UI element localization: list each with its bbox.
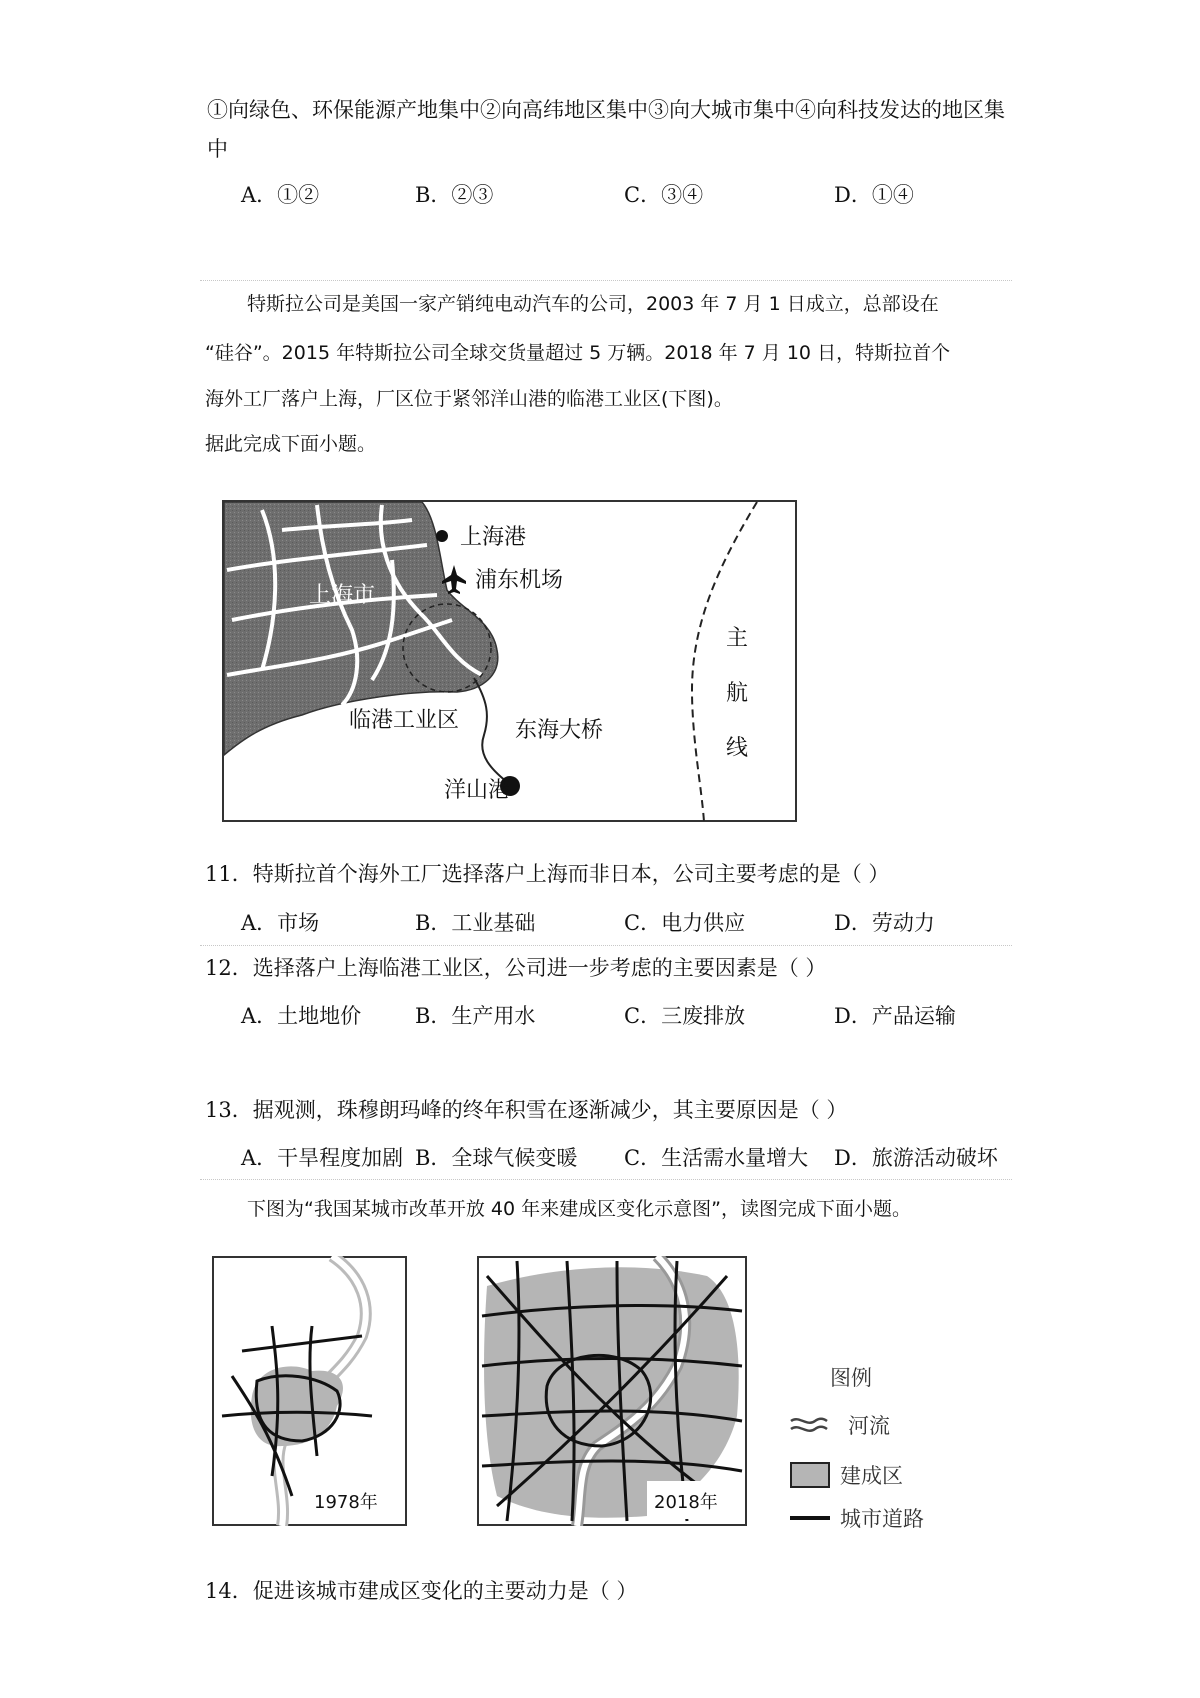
passage1-line3: 海外工厂落户上海，厂区位于紧邻洋山港的临港工业区(下图)。 bbox=[205, 388, 733, 410]
q12-option-a: A．土地地价 bbox=[241, 1004, 362, 1028]
legend-road-label: 城市道路 bbox=[840, 1507, 924, 1531]
city-map-1978 bbox=[212, 1256, 407, 1526]
q14-stem: 14．促进该城市建成区变化的主要动力是（ ） bbox=[205, 1579, 638, 1603]
q11-stem: 11．特斯拉首个海外工厂选择落户上海而非日本，公司主要考虑的是（ ） bbox=[205, 862, 890, 886]
separator bbox=[200, 280, 1012, 281]
year-2018-label: 2018年 bbox=[654, 1492, 718, 1513]
q13-option-d: D．旅游活动破坏 bbox=[834, 1146, 998, 1170]
passage1-line4: 据此完成下面小题。 bbox=[205, 433, 377, 455]
legend-built-label: 建成区 bbox=[840, 1464, 903, 1488]
route-char-2: 航 bbox=[726, 681, 749, 706]
q11-option-c: C．电力供应 bbox=[624, 911, 746, 935]
q13-option-c: C．生活需水量增大 bbox=[624, 1146, 809, 1170]
road-legend-icon bbox=[790, 1516, 830, 1520]
q12-option-b: B．生产用水 bbox=[415, 1004, 536, 1028]
q13-option-a: A．干旱程度加剧 bbox=[241, 1146, 404, 1170]
legend-river-label: 河流 bbox=[848, 1414, 890, 1438]
prev-option-c: C．③④ bbox=[624, 183, 704, 207]
port-label: 上海港 bbox=[460, 525, 527, 550]
built-area-legend-icon bbox=[790, 1462, 830, 1488]
airport-label: 浦东机场 bbox=[475, 568, 564, 593]
passage1-line1: 特斯拉公司是美国一家产销纯电动汽车的公司，2003 年 7 月 1 日成立，总部设在 bbox=[247, 293, 939, 315]
city-label: 上海市 bbox=[309, 583, 376, 608]
legend-title: 图例 bbox=[830, 1366, 872, 1390]
separator bbox=[200, 945, 1012, 946]
zone-label: 临港工业区 bbox=[349, 708, 460, 733]
shanghai-port-dot bbox=[436, 530, 448, 542]
passage1-line2: “硅谷”。2015 年特斯拉公司全球交货量超过 5 万辆。2018 年 7 月 10 日，特斯拉首个 bbox=[205, 342, 951, 364]
bridge-label: 东海大桥 bbox=[515, 718, 604, 743]
q13-stem: 13．据观测，珠穆朗玛峰的终年积雪在逐渐减少，其主要原因是（ ） bbox=[205, 1098, 848, 1122]
q12-stem: 12．选择落户上海临港工业区，公司进一步考虑的主要因素是（ ） bbox=[205, 956, 827, 980]
prev-option-a: A．①② bbox=[241, 183, 320, 207]
prev-option-b: B．②③ bbox=[415, 183, 494, 207]
q11-option-d: D．劳动力 bbox=[834, 911, 935, 935]
route-char-1: 主 bbox=[726, 626, 749, 651]
passage2-line1: 下图为“我国某城市改革开放 40 年来建成区变化示意图”，读图完成下面小题。 bbox=[247, 1198, 911, 1220]
year-1978-label: 1978年 bbox=[314, 1492, 378, 1513]
yangshan-label: 洋山港 bbox=[444, 778, 511, 803]
prev-option-d: D．①④ bbox=[834, 183, 914, 207]
q12-option-d: D．产品运输 bbox=[834, 1004, 956, 1028]
q11-option-b: B．工业基础 bbox=[415, 911, 536, 935]
shanghai-map bbox=[222, 500, 797, 822]
prev-question-stem-line1: ①向绿色、环保能源产地集中②向高纬地区集中③向大城市集中④向科技发达的地区集 bbox=[207, 98, 1005, 122]
river-legend-icon bbox=[789, 1413, 829, 1437]
q11-option-a: A．市场 bbox=[241, 911, 320, 935]
q12-option-c: C．三废排放 bbox=[624, 1004, 746, 1028]
q13-option-b: B．全球气候变暖 bbox=[415, 1146, 578, 1170]
separator bbox=[200, 1179, 1012, 1180]
prev-question-stem-line2: 中 bbox=[207, 137, 228, 161]
route-char-3: 线 bbox=[726, 736, 749, 761]
city-map-2018 bbox=[477, 1256, 747, 1526]
